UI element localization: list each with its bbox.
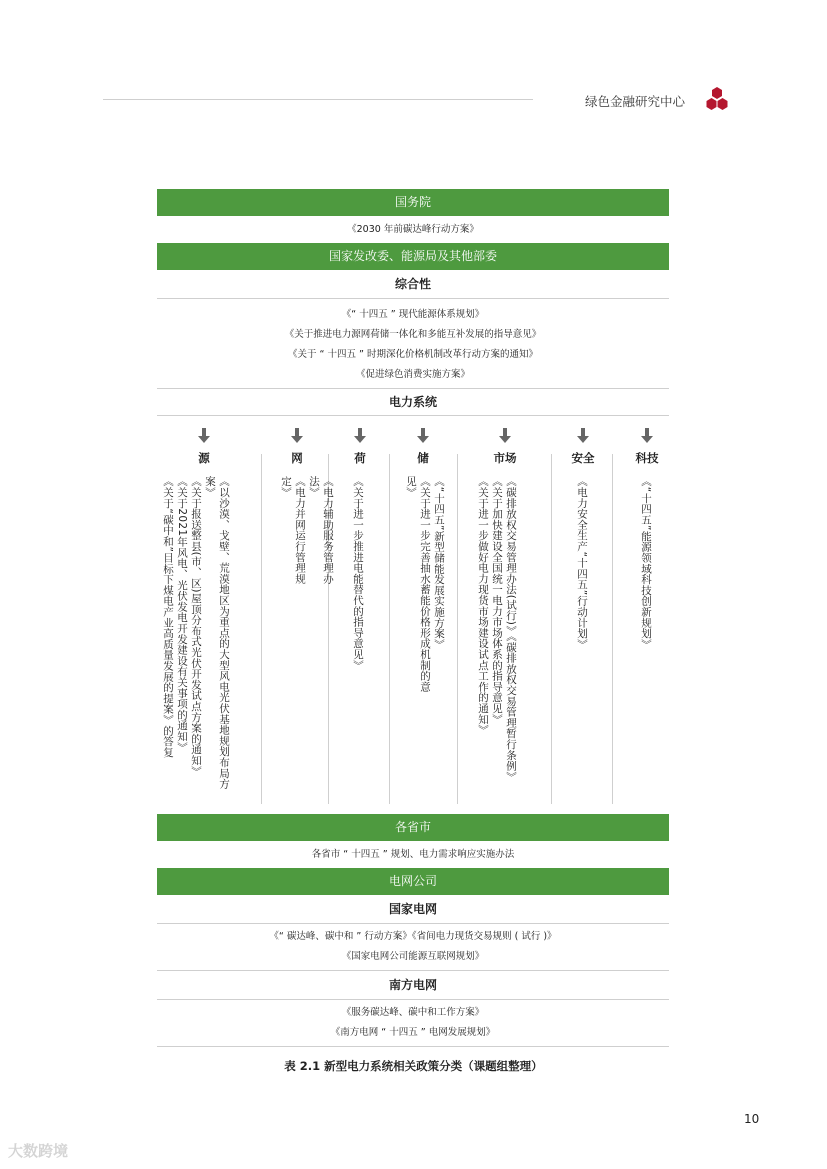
policy-item: 《关于进一步推进电能替代的指导意见》: [352, 476, 364, 671]
section-bar-state-council: 国务院: [157, 189, 669, 216]
policy-item: 《关于进一步做好电力现货市场建设试点工作的通知》: [477, 476, 489, 736]
column-items-safety: [575, 476, 589, 676]
column-items-storage: [404, 476, 446, 706]
policy-item: 《电力安全生产“十四五”行动计划》: [576, 476, 588, 650]
policy-item: 《“ 十四五 ” 现代能源体系规划》: [341, 309, 485, 320]
policy-item: 各省市 “ 十四五 ” 规划、电力需求响应实施办法: [311, 849, 515, 860]
section-bar-grid-companies: 电网公司: [157, 868, 669, 895]
watermark: 大数跨境: [8, 1142, 69, 1160]
section-bar-ministries: 国家发改委、能源局及其他部委: [157, 243, 669, 270]
page-number: 10: [744, 1112, 760, 1126]
policy-item: 《服务碳达峰、碳中和工作方案》: [341, 1007, 485, 1018]
column-separator: [612, 454, 613, 804]
policy-item: 《碳排放权交易管理办法(试行)》《碳排放权交易管理暂行条例》: [505, 476, 517, 782]
column-items-load: [351, 476, 365, 676]
column-items-market: [476, 476, 518, 786]
subhead-state-grid: 国家电网: [388, 902, 437, 916]
header-rule: [103, 99, 533, 100]
column-items-technology: [639, 476, 653, 676]
policy-item: 《电力并网运行管理规定》: [280, 476, 306, 584]
column-title-grid: 网: [291, 451, 303, 465]
policy-item: 《“ 碳达峰、碳中和 ” 行动方案》《省间电力现货交易规则 ( 试行 )》: [269, 931, 557, 942]
column-separator: [457, 454, 458, 804]
divider: [157, 1046, 669, 1047]
subhead-southern-grid: 南方电网: [388, 978, 437, 992]
policy-item: 《关于 “ 十四五 ” 时期深化价格机制改革行动方案的通知》: [288, 349, 538, 360]
header-org-name: 绿色金融研究中心: [585, 94, 686, 109]
policy-item: 《关于“碳中和”目标下煤电产业高质量发展的提案》的答复: [162, 476, 174, 758]
section-bar-provinces: 各省市: [157, 814, 669, 841]
policy-item: 《2030 年前碳达峰行动方案》: [347, 224, 479, 235]
policy-item: 《关于报送整县(市、区)屋顶分布式光伏开发试点方案的通知》: [190, 476, 202, 777]
column-title-technology: 科技: [635, 451, 659, 465]
table-caption: 表 2.1 新型电力系统相关政策分类（课题组整理）: [284, 1059, 543, 1073]
column-items-grid: [279, 476, 335, 596]
column-title-market: 市场: [493, 451, 517, 465]
policy-item: 《“十四五”能源领域科技创新规划》: [640, 476, 652, 650]
policy-item: 《南方电网 “ 十四五 ” 电网发展规划》: [330, 1027, 496, 1038]
policy-item: 《促进绿色消费实施方案》: [355, 369, 470, 380]
column-separator: [261, 454, 262, 804]
policy-item: 《关于进一步完善抽水蓄能价格形成机制的意见》: [405, 476, 431, 692]
policy-item: 《关于推进电力源网荷储一体化和多能互补发展的指导意见》: [284, 329, 542, 340]
column-separator: [389, 454, 390, 804]
subhead-comprehensive: 综合性: [394, 277, 431, 291]
policy-table: [157, 189, 669, 1047]
column-title-safety: 安全: [571, 451, 595, 465]
policy-item: 《关于加快建设全国统一电力市场体系的指导意见》: [491, 476, 503, 725]
hexagon-cluster-icon: [704, 86, 730, 112]
policy-item: 《以沙漠、戈壁、荒漠地区为重点的大型风电光伏基地规划布局方案》: [204, 476, 230, 790]
policy-item: 《电力辅助服务管理办法》: [308, 476, 334, 584]
column-separator: [551, 454, 552, 804]
column-title-storage: 储: [417, 451, 429, 465]
power-system-columns: [157, 416, 669, 814]
subhead-power-system: 电力系统: [388, 395, 437, 409]
policy-item: 《“十四五”新型储能发展实施方案》: [433, 476, 445, 650]
policy-item: 《关于2021年风电、光伏发电开发建设有关事项的通知》: [176, 476, 188, 753]
policy-item: 《国家电网公司能源互联网规划》: [341, 951, 485, 962]
column-title-load: 荷: [354, 451, 366, 465]
column-title-source: 源: [198, 451, 210, 465]
column-items-source: [161, 476, 231, 806]
